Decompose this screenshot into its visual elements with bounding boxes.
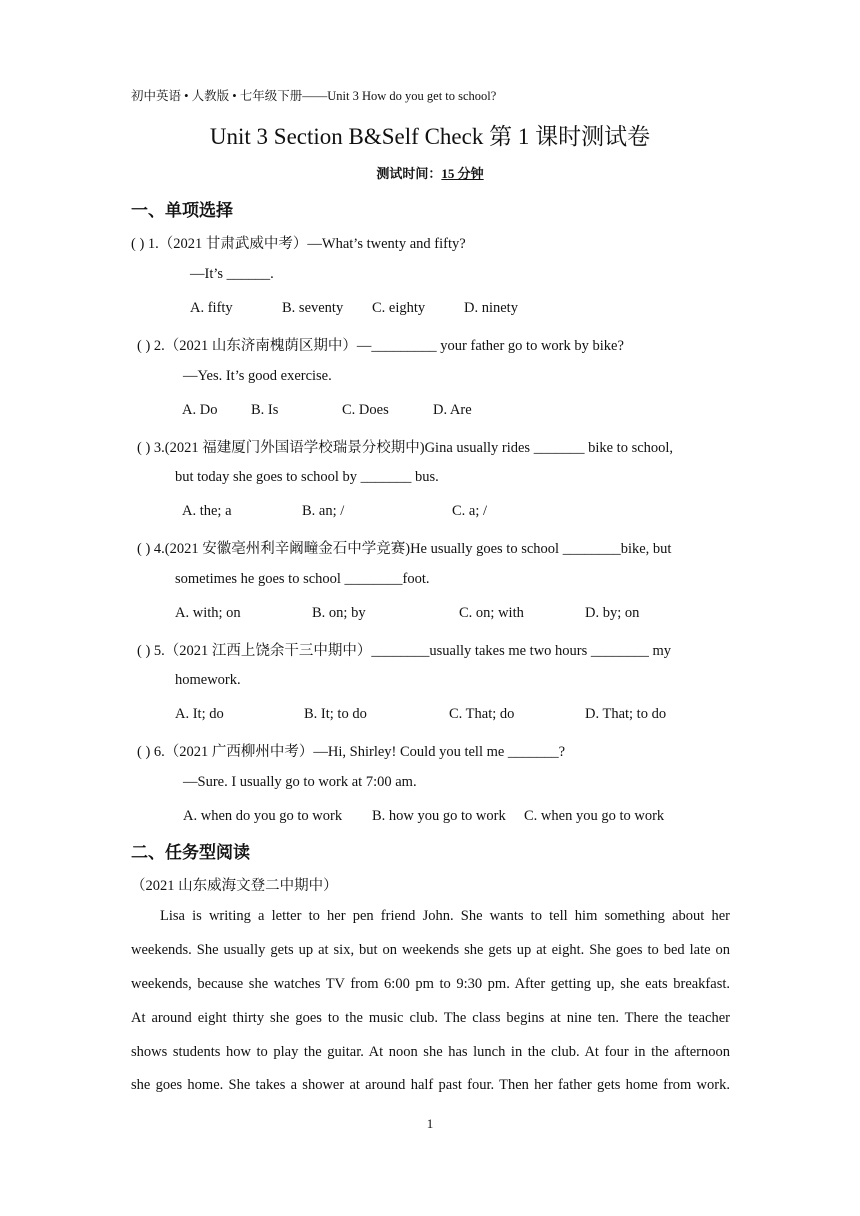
page-title: Unit 3 Section B&Self Check 第 1 课时测试卷 [209, 124, 651, 149]
option-b: B. how you go to work [372, 808, 506, 824]
option-a: A. when do you go to work [183, 808, 343, 824]
passage-line: weekends. She usually gets up at six, but on weekends she gets up at eight. She goes to bed late on [131, 942, 730, 958]
question-5-line2: homework. [175, 672, 241, 688]
option-b: B. It; to do [304, 706, 367, 722]
test-time-value: 15 分钟 [441, 166, 484, 181]
option-d: D. by; on [585, 605, 640, 621]
passage-line: she goes home. She takes a shower at around half past four. Then her father gets home from work. [131, 1077, 730, 1093]
test-time [0, 163, 860, 182]
option-d: D. That; to do [585, 706, 667, 722]
question-1: ( ) 1.（2021 甘肃武威中考）—What’s twenty and fifty? [131, 236, 466, 252]
question-4: ( ) 4.(2021 安徽亳州利辛阚疃金石中学竞赛)He usually goes to school ________bike, but [137, 541, 672, 557]
option-b: B. on; by [312, 605, 366, 621]
option-b: B. an; / [302, 503, 345, 519]
test-time-label: 测试时间： [376, 166, 442, 181]
option-c: C. That; do [449, 706, 515, 722]
question-5: ( ) 5.（2021 江西上饶余干三中期中）________usually takes me two hours ________ my [137, 643, 672, 659]
passage-line: Lisa is writing a letter to her pen friend John. She wants to tell him something about her [160, 908, 730, 924]
page-header: 初中英语 • 人教版 • 七年级下册——Unit 3 How do you get to school? [131, 89, 497, 103]
option-c: C. a; / [452, 503, 488, 519]
option-b: B. Is [251, 402, 279, 418]
question-4-line2: sometimes he goes to school ________foot. [175, 571, 430, 587]
option-c: C. when you go to work [524, 808, 665, 824]
option-c: C. on; with [459, 605, 524, 621]
option-c: C. Does [342, 402, 389, 418]
section-heading-choice: 一、单项选择 [131, 201, 233, 221]
option-c: C. eighty [372, 300, 426, 316]
option-d: D. ninety [464, 300, 518, 316]
question-3: ( ) 3.(2021 福建厦门外国语学校瑞景分校期中)Gina usually rides _______ bike to school, [137, 440, 674, 456]
question-6-line2: —Sure. I usually go to work at 7:00 am. [183, 774, 417, 790]
section-heading-reading: 二、任务型阅读 [131, 843, 250, 863]
page-number: 1 [426, 1116, 434, 1131]
reading-source: （2021 山东威海文登二中期中） [131, 878, 338, 894]
question-3-line2: but today she goes to school by _______ bus. [175, 469, 439, 485]
option-b: B. seventy [282, 300, 344, 316]
option-a: A. the; a [182, 503, 232, 519]
passage-line: weekends, because she watches TV from 6:00 pm to 9:30 pm. After getting up, she eats breakfast. [131, 976, 730, 992]
option-a: A. Do [182, 402, 218, 418]
option-a: A. with; on [175, 605, 241, 621]
option-a: A. fifty [190, 300, 233, 316]
question-2: ( ) 2.（2021 山东济南槐荫区期中）—_________ your father go to work by bike? [137, 338, 624, 354]
passage-line: At around eight thirty she goes to the music club. The class begins at nine ten. There the teacher [131, 1010, 730, 1026]
question-1-line2: —It’s ______. [190, 266, 274, 282]
question-6: ( ) 6.（2021 广西柳州中考）—Hi, Shirley! Could you tell me _______? [137, 744, 566, 760]
option-d: D. Are [433, 402, 472, 418]
question-2-line2: —Yes. It’s good exercise. [183, 368, 332, 384]
passage-line: shows students how to play the guitar. At noon she has lunch in the club. At four in the afternoon [131, 1044, 730, 1060]
option-a: A. It; do [175, 706, 224, 722]
